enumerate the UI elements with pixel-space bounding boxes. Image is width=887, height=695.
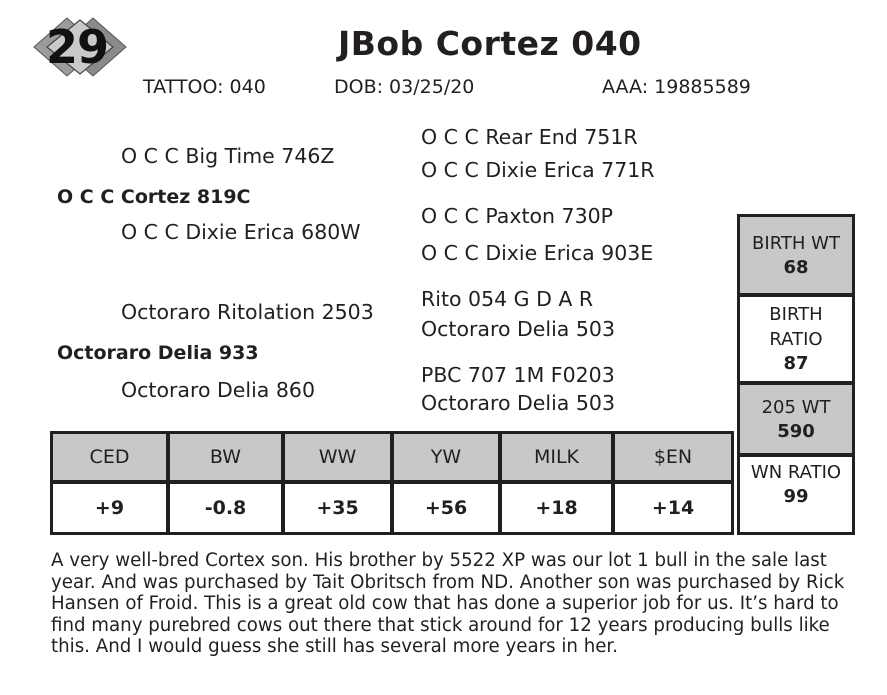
description: A very well-bred Cortex son. His brother by 5522 XP was our lot 1 bull in the sale last year. And was purchased by Tait Obritsch from ND. Another son was purchased by Rick Hansen of Froid. This is a great old cow that has done a superior job for us. It’s hard to find many purebred cows out there that stick around for 12 years producing bulls like this. And I would guess she still has several more years in her. [51,550,845,657]
sire-dam-dam: O C C Dixie Erica 903E [421,241,654,265]
weaning-ratio-box [740,457,852,532]
epd-header-milk: MILK [502,434,611,480]
weaning-weight-box [740,385,852,453]
dam-sire-dam: Octoraro Delia 503 [421,317,616,341]
birth-weight-label: BIRTH WT [752,232,840,254]
birth-weight-box [740,217,852,293]
weaning-ratio-value: 99 [783,486,809,507]
epd-table [50,431,734,535]
aaa-number: AAA: 19885589 [602,76,751,98]
epd-value-yw: +56 [394,484,498,532]
dam-sire: Octoraro Ritolation 2503 [121,300,374,324]
epd-value-en: +14 [615,484,731,532]
sire-dam: O C C Dixie Erica 680W [121,220,361,244]
sire-dam-sire: O C C Paxton 730P [421,204,614,228]
sire-sire-dam: O C C Dixie Erica 771R [421,158,655,182]
sire-sire: O C C Big Time 746Z [121,144,335,168]
weaning-ratio-label: WN RATIO [750,462,842,483]
birth-ratio-box [740,297,852,381]
epd-header-yw: YW [394,434,498,480]
animal-name: JBob Cortez 040 [338,24,642,63]
performance-stats [737,214,855,535]
birth-ratio-label-line2: RATIO [769,329,823,350]
weaning-weight-value: 590 [777,420,815,442]
dam-dam-sire: PBC 707 1M F0203 [421,363,615,387]
lot-number: 29 [46,20,109,74]
epd-header-bw: BW [170,434,281,480]
epd-value-ced: +9 [53,484,166,532]
sire: O C C Cortez 819C [57,186,251,208]
epd-value-milk: +18 [502,484,611,532]
epd-header-en: $EN [615,434,731,480]
epd-header-ww: WW [285,434,390,480]
weaning-weight-label: 205 WT [761,396,831,418]
epd-value-ww: +35 [285,484,390,532]
dam-dam-dam: Octoraro Delia 503 [421,391,616,415]
dam: Octoraro Delia 933 [57,342,259,364]
dam-sire-sire: Rito 054 G D A R [421,287,594,311]
dob: DOB: 03/25/20 [334,76,475,98]
birth-ratio-value: 87 [783,353,809,374]
epd-value-bw: -0.8 [170,484,281,532]
dam-dam: Octoraro Delia 860 [121,378,316,402]
epd-header-ced: CED [53,434,166,480]
tattoo: TATTOO: 040 [143,76,266,98]
birth-ratio-label-line1: BIRTH [769,304,823,325]
sire-sire-sire: O C C Rear End 751R [421,125,638,149]
birth-weight-value: 68 [783,256,809,278]
